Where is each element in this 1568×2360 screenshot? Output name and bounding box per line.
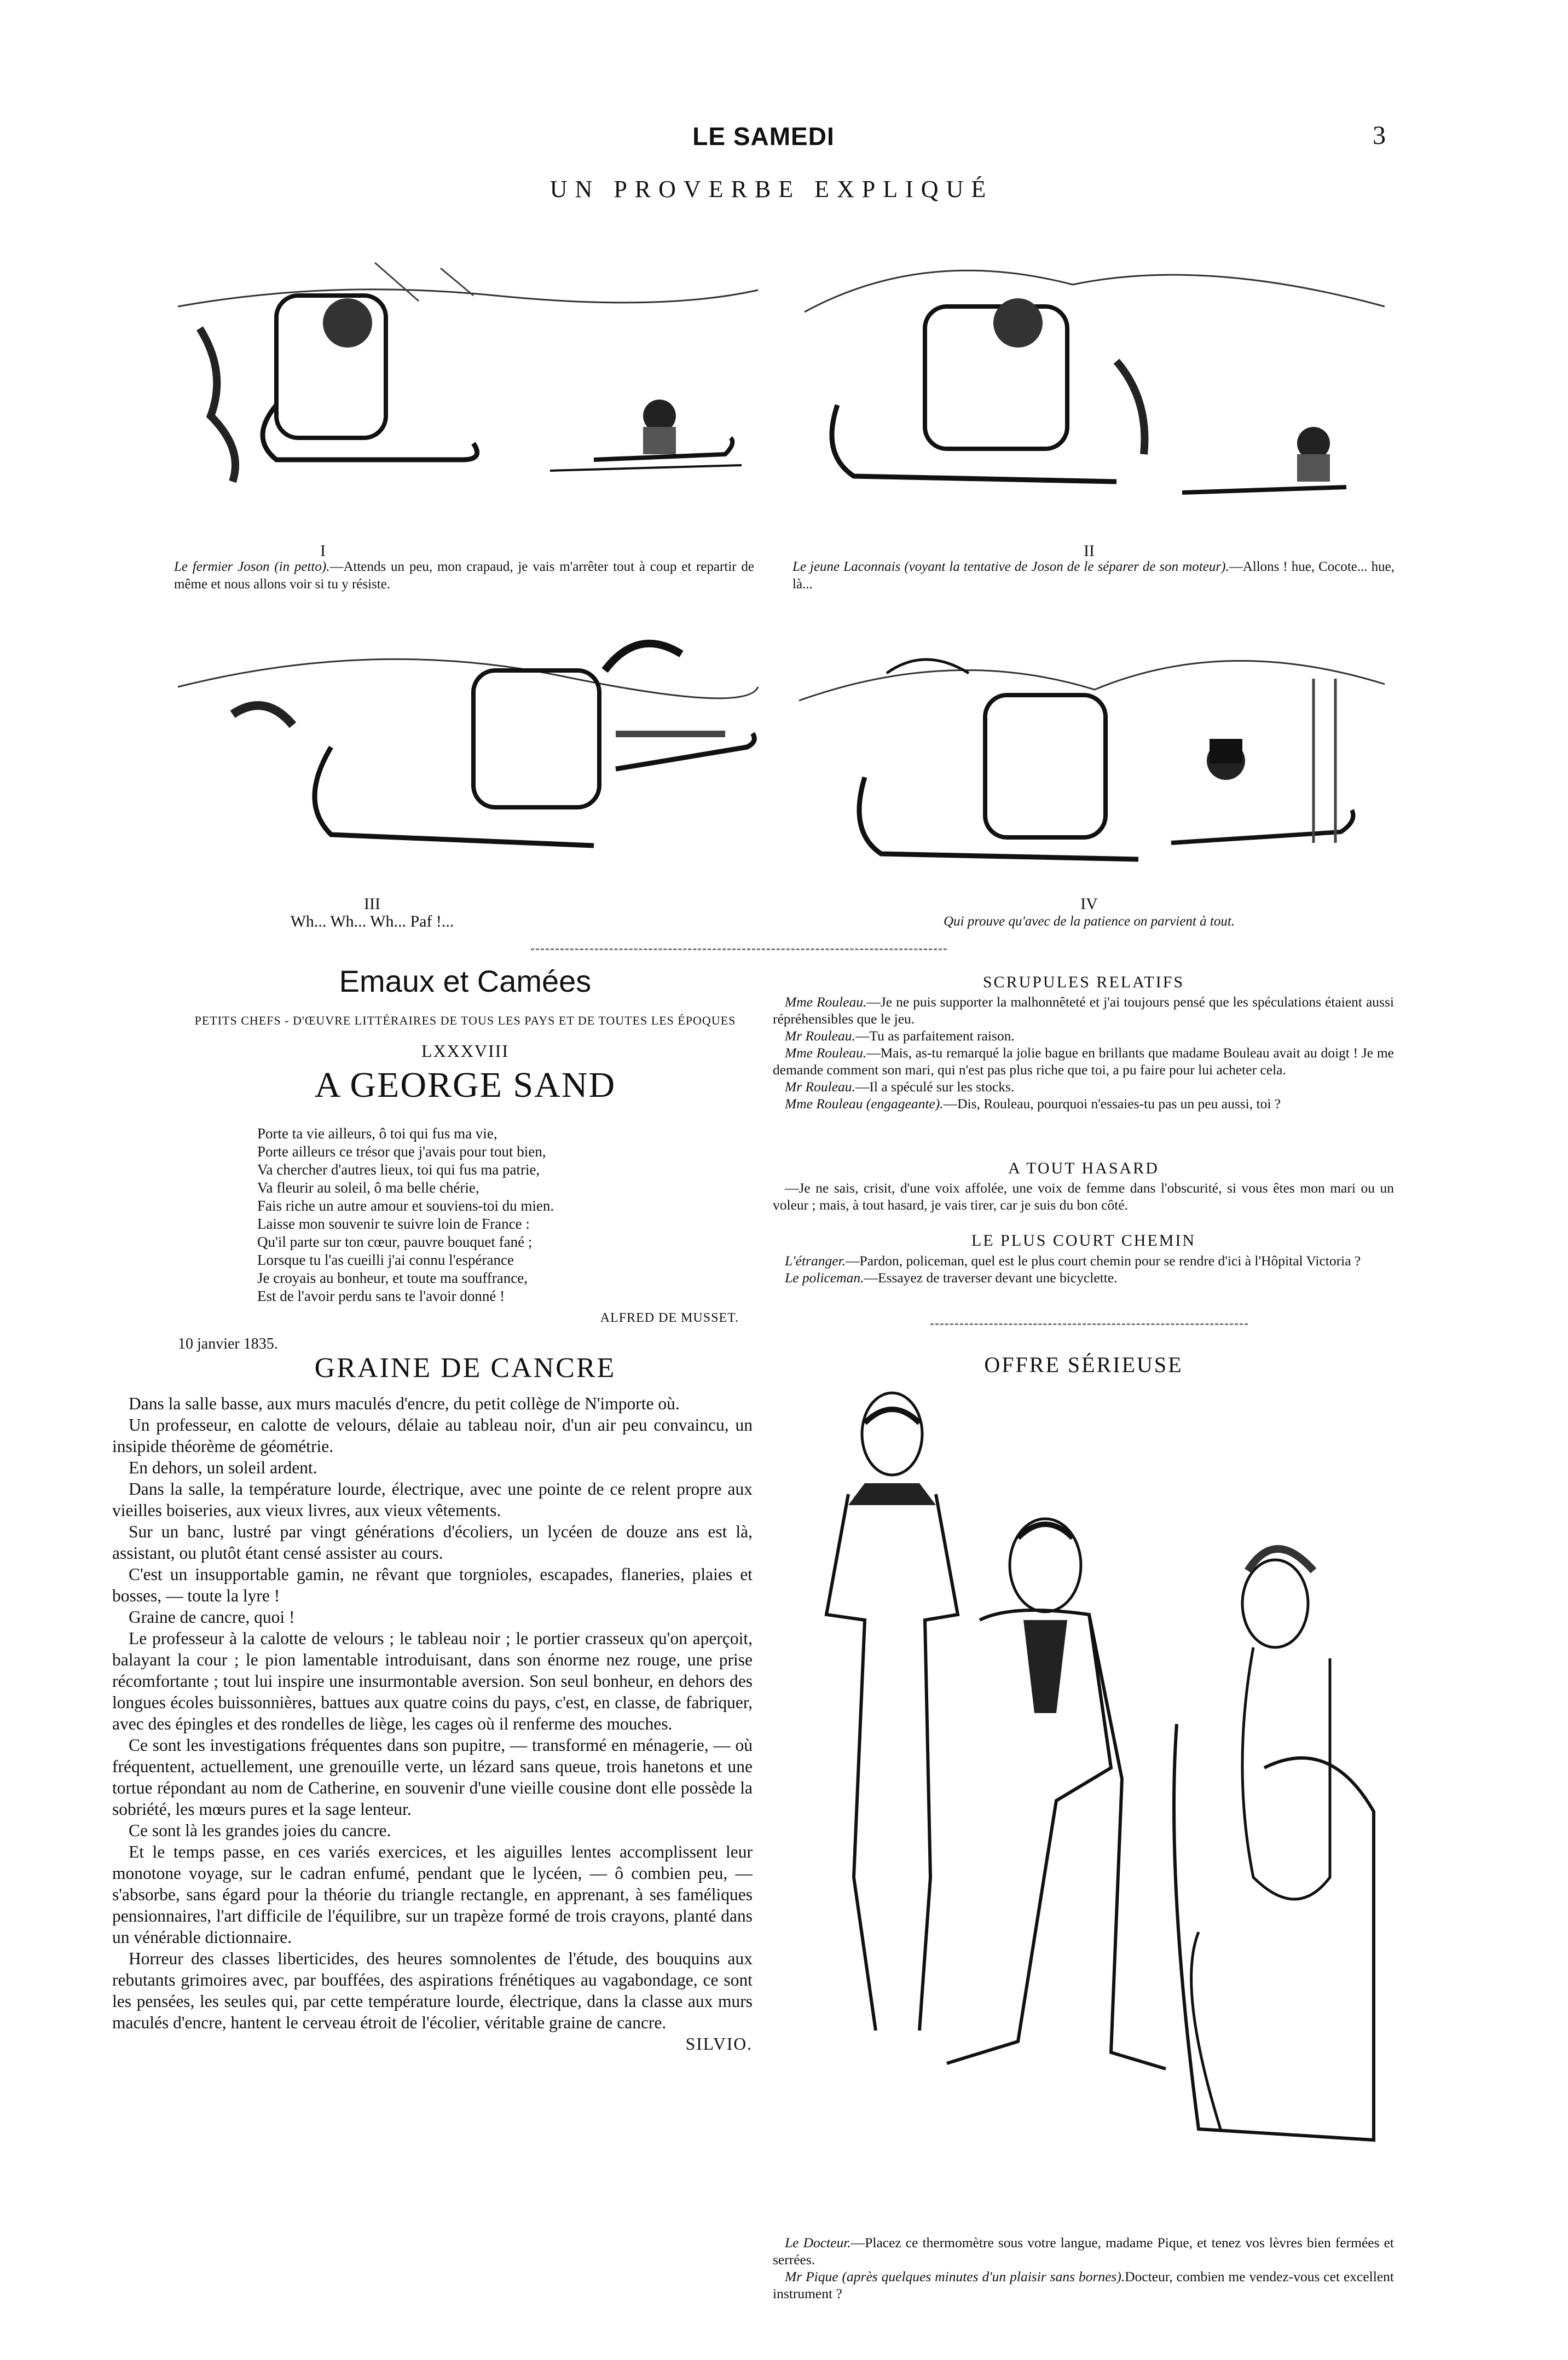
panel-4-caption: Qui prouve qu'avec de la patience on parvient à tout. [943,914,1235,929]
sleigh-illustration-2 [788,224,1396,531]
chemin-body [773,1252,1394,1286]
panel-2-numeral: II [1084,542,1095,560]
section-divider [531,948,947,950]
poem-line: Fais riche un autre amour et souviens-toi du mien. [257,1198,554,1214]
speaker: Mr Rouleau. [785,1028,855,1044]
sleigh-illustration-4 [788,613,1396,909]
graine-paragraph: Et le temps passe, en ces variés exercices, et les aiguilles lentes accomplissent leur monotone voyage, sur le cadran enfumé, pendant que le lycéen, — ô combien peu, — s'absorbe, sans égard pour la théorie du triangle rectangle, en apprenant, à ses faméliques pensionnaires, l'art difficile de l'équilibre, sur un trapèze formé de trois crayons, planté dans un vénérable dictionnaire. [112,1842,753,1947]
comic-panel-1 [167,230,769,525]
poem-line: Porte ailleurs ce trésor que j'avais pour tout bien, [257,1143,546,1160]
speech: —Dis, Rouleau, pourquoi n'essaies-tu pas un peu aussi, toi ? [943,1096,1281,1112]
poem-date: 10 janvier 1835. [178,1335,278,1352]
speaker: L'étranger. [785,1253,846,1269]
panel-2-caption-text: —Allons ! hue, Cocote... hue, là... [792,559,1395,592]
speaker: Mme Rouleau (engageante). [785,1096,944,1112]
poem-line: Porte ta vie ailleurs, ô toi qui fus ma vie, [257,1125,497,1142]
dialogue-line [773,1027,1394,1044]
panel-2-caption-speaker: Le jeune Laconnais (voyant la tentative de Joson de le séparer de son moteur). [792,559,1229,574]
panel-1-caption-text: —Attends un peu, mon crapaud, je vais m'arrêter tout à coup et repartir de même et nous allons voir si tu y résiste. [174,559,754,592]
speech: Docteur, combien me vendez-vous cet excellent instrument ? [773,2269,1394,2301]
graine-paragraph: Dans la salle, la température lourde, électrique, avec une pointe de ce relent propre aux vieilles boiseries, aux vieux livres, aux vieux vêtements. [112,1479,753,1520]
graine-paragraph: En dehors, un soleil ardent. [129,1458,317,1477]
hasard-body [773,1179,1394,1213]
speaker: Mme Rouleau. [785,1045,867,1061]
comic-panel-2 [788,224,1396,531]
chemin-title: LE PLUS COURT CHEMIN [971,1231,1196,1250]
speech: —Il a spéculé sur les stocks. [855,1079,1015,1095]
poem-author: ALFRED DE MUSSET. [600,1311,739,1325]
hasard-text: —Je ne sais, crisit, d'une voix affolée, une voix de femme dans l'obscurité, si vous êtes mon mari ou un voleur ; mais, à tout hasard, je vais tirer, car je suis du bon côté. [773,1180,1394,1213]
speaker: Mr Rouleau. [785,1079,855,1095]
graine-paragraph: Sur un banc, lustré par vingt générations d'écoliers, un lycéen de douze ans est là, assistant, ou plutôt étant censé assister au cours. [112,1522,753,1563]
page-number: 3 [1373,121,1386,150]
emaux-title: Emaux et Camées [339,964,592,998]
speech: —Tu as parfaitement raison. [855,1028,1015,1044]
dialogue-line [773,1095,1394,1112]
graine-paragraph: Un professeur, en calotte de velours, délaie au tableau noir, d'un air peu convaincu, un insipide théorème de géométrie. [112,1415,753,1456]
speaker: Le Docteur. [785,2235,851,2251]
scrupules-body [773,993,1394,1112]
panel-4-numeral: IV [1080,895,1098,913]
poem-line: Je croyais au bonheur, et toute ma souffrance, [257,1270,528,1286]
speech: —Placez ce thermomètre sous votre langue, madame Pique, et tenez vos lèvres bien fermées et serrées. [773,2235,1394,2268]
speech: —Pardon, policeman, quel est le plus court chemin pour se rendre d'ici à l'Hôpital Victoria ? [846,1253,1361,1269]
dialogue-line [773,1252,1394,1269]
speaker: Le policeman. [785,1270,864,1286]
graine-paragraph: Ce sont là les grandes joies du cancre. [129,1821,391,1840]
offre-title: OFFRE SÉRIEUSE [984,1352,1183,1377]
poem-line: Qu'il parte sur ton cœur, pauvre bouquet fané ; [257,1234,533,1250]
poem-title: A GEORGE SAND [314,1065,616,1105]
panel-3-caption: Wh... Wh... Wh... Paf !... [290,912,454,930]
poem-body [257,1125,722,1305]
graine-paragraph: Horreur des classes liberticides, des heures somnolentes de l'étude, des bouquins aux rebutants grimoires avec, par bouffées, des aspirations frénétiques au vagabondage, ce sont les pensées, les seules qui, par cette température lourde, électrique, dans la classe aux murs maculés d'encre, hantent le cerveau étroit de l'écolier, véritable graine de cancre. [112,1949,753,2032]
dialogue-line [773,2234,1394,2268]
panel-1-numeral: I [320,542,326,560]
sleigh-illustration-3 [167,605,769,900]
hasard-title: A TOUT HASARD [1008,1159,1159,1177]
dialogue-line [773,1044,1394,1078]
poem-line: Va chercher d'autres lieux, toi qui fus ma patrie, [257,1161,540,1178]
sleigh-illustration-1 [167,230,769,525]
panel-1-caption-speaker: Le fermier Joson (in petto). [174,559,330,574]
emaux-number: LXXXVIII [421,1041,509,1061]
dialogue-line [773,1269,1394,1286]
graine-paragraph: Dans la salle basse, aux murs maculés d'encre, du petit collège de N'importe où. [129,1394,680,1413]
graine-paragraph: Graine de cancre, quoi ! [129,1607,295,1627]
comic-panel-3 [167,605,769,900]
speaker: Mme Rouleau. [785,994,867,1010]
newspaper-title: LE SAMEDI [692,122,835,151]
graine-paragraph: Le professeur à la calotte de velours ; le tableau noir ; le portier crasseux qu'on aperçoit, balayant la cour ; le pion lamentable introduisant, dans son énorme nez rouge, une prise récomfortante ; tout lui inspire une insurmontable aversion. Son seul bonheur, en dehors des longues écoles buissonnières, battues aux quatre coins du pays, c'est, en classe, de fabriquer, avec des épingles et des rondelles de liège, les cages où il renferme des mouches. [112,1629,753,1733]
feature-title: UN PROVERBE EXPLIQUÉ [549,176,994,203]
panel-1-caption [174,558,754,593]
offre-illustration [783,1385,1396,2206]
speech: —Mais, as-tu remarqué la jolie bague en brillants que madame Bouleau avait au doigt ! Je me demande comment son mari, qui n'est pas plus riche que toi, a pu faire pour lui acheter cela. [773,1045,1394,1078]
doctor-scene-illustration [783,1385,1396,2206]
scrupules-title: SCRUPULES RELATIFS [982,973,1185,991]
speaker: Mr Pique (après quelques minutes d'un plaisir sans bornes). [785,2269,1125,2284]
poem-line: Va fleurir au soleil, ô ma belle chérie, [257,1179,479,1196]
graine-title: GRAINE DE CANCRE [314,1352,616,1384]
graine-paragraph: C'est un insupportable gamin, ne rêvant que torgnioles, escapades, flaneries, plaies et bosses, — toute la lyre ! [112,1565,753,1605]
poem-line: Lorsque tu l'as cueilli j'ai connu l'espérance [257,1252,514,1268]
offre-caption [773,2234,1394,2302]
graine-signature: SILVIO. [685,2034,753,2054]
speech: —Essayez de traverser devant une bicyclette. [864,1270,1118,1286]
panel-2-caption [792,558,1395,593]
dialogue-line [773,2268,1394,2302]
poem-line: Laisse mon souvenir te suivre loin de France : [257,1216,530,1232]
comic-panel-4 [788,613,1396,909]
dialogue-line [773,993,1394,1027]
speech: —Je ne puis supporter la malhonnêteté et j'ai toujours pensé que les spéculations étaient aussi répréhensibles que le jeu. [773,994,1394,1027]
emaux-subtitle: PETITS CHEFS - D'ŒUVRE LITTÉRAIRES DE TOUS LES PAYS ET DE TOUTES LES ÉPOQUES [194,1014,736,1027]
graine-body [112,1393,753,2055]
poem-line: Est de l'avoir perdu sans te l'avoir donné ! [257,1288,505,1304]
panel-3-numeral: III [364,895,380,913]
right-divider [930,1323,1248,1325]
dialogue-line [773,1078,1394,1095]
graine-paragraph: Ce sont les investigations fréquentes dans son pupitre, — transformé en ménagerie, — où fréquentent, actuellement, une grenouille verte, un lézard sans queue, trois hanetons et une tortue répondant au nom de Catherine, en souvenir d'une vieille cousine dont elle possède la sobriété, les mœurs pures et la sage lenteur. [112,1736,753,1819]
